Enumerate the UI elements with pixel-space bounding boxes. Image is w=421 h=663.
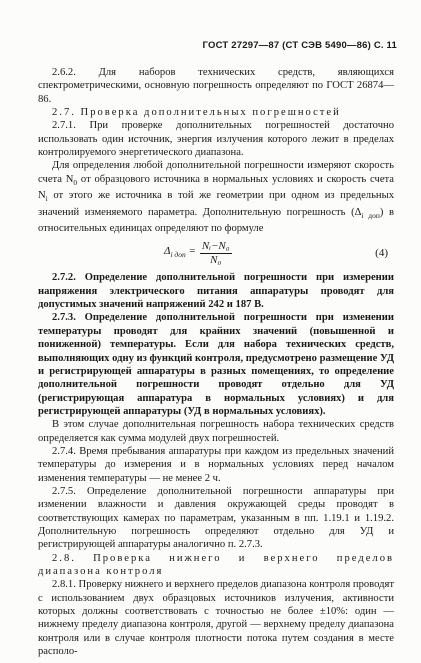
paragraph-2-7-5: 2.7.5. Определение дополнительной погрешности аппаратуры при изменении влажности и давления окружающей среды проводят в соответствующих камерах по параметрам, указанным в пп. 1.19.1 и 1.19.2. Дополнительную погрешность определяют отдельно для УД и регистрирующей аппаратуры аналогично п. 2.7.3. bbox=[38, 485, 394, 551]
paragraph-2-6-2: 2.6.2. Для наборов технических средств, являющихся спектрометрическими, основную погрешность определяют по ГОСТ 26874—86. bbox=[38, 67, 394, 105]
paragraph-2-8-1: 2.8.1. Проверку нижнего и верхнего пределов диапазона контроля проводят с использованием двух образцовых источников излучения, активности которых должны соответствовать с точностью не более ±10%: один — нижнему пределу диапазона контроля, другой — верхнему пределу диапазона контроля или в случае контроля плотности потока путем создания в месте располо- bbox=[38, 579, 394, 658]
document-body bbox=[38, 66, 394, 658]
formula-number: (4) bbox=[375, 246, 388, 259]
paragraph-2-7-4: 2.7.4. Время пребывания аппаратуры при каждом из предельных значений температуры до измерения и в нормальных условиях перед началом изменения температуры — не менее 2 ч. bbox=[38, 445, 394, 484]
formula-denominator: N₀ bbox=[210, 253, 222, 266]
paragraph-2-7-2: 2.7.2. Определение дополнительной погрешности при измерении напряжения электрического питания аппаратуры проводят для допустимых значений напряжений 242 и 187 В. bbox=[38, 272, 394, 311]
paragraph-method: Для определения любой дополнительной погрешности измеряют скорость счета $N_0$ от образцового источника в нормальных условиях и скорость счета $N_i$ от этого же источника в той же геометрии при одном из предельных значений изменяемого параметра. Дополнительную погрешность $(\Delta_{i доп})$ в относительных единицах определяют по формуле bbox=[38, 160, 394, 235]
formula-lhs: $\Delta_{i доп}$ = bbox=[164, 245, 196, 260]
paragraph-2-7-1: 2.7.1. При проверке дополнительных погрешностей достаточно использовать один источник, энергия излучения которого лежит в пределах контролируемого энергетического диапазона. bbox=[38, 120, 394, 159]
heading-2-8: 2.8. Проверка нижнего и верхнего пределов диапазона контроля bbox=[38, 552, 394, 578]
paragraph-2-7-3: 2.7.3. Определение дополнительной погрешности при изменении температуры проводят для крайних значений (повышенной и пониженной) температуры. Если для набора технических средств, выполняющих одну из функций контроля, предусмотрено размещение УД и регистрирующей аппаратуры в разных помещениях, то определение дополнительной погрешности проводят отдельно для УД (регистрирующая аппаратура в нормальных условиях) и для регистрирующей аппаратуры (УД в нормальных условиях). bbox=[38, 312, 394, 417]
paragraph-case: В этом случае дополнительная погрешность набора технических средств определяется как сумма модулей двух погрешностей. bbox=[38, 419, 394, 444]
page-header: ГОСТ 27297—87 (СТ СЭВ 5490—86) С. 11 bbox=[202, 40, 397, 51]
formula-4 bbox=[38, 235, 394, 271]
heading-2-7: 2.7. Проверка дополнительных погрешностей bbox=[52, 107, 341, 119]
formula-numerator: Nᵢ−N₀ bbox=[201, 239, 230, 252]
formula-fraction bbox=[200, 240, 232, 267]
